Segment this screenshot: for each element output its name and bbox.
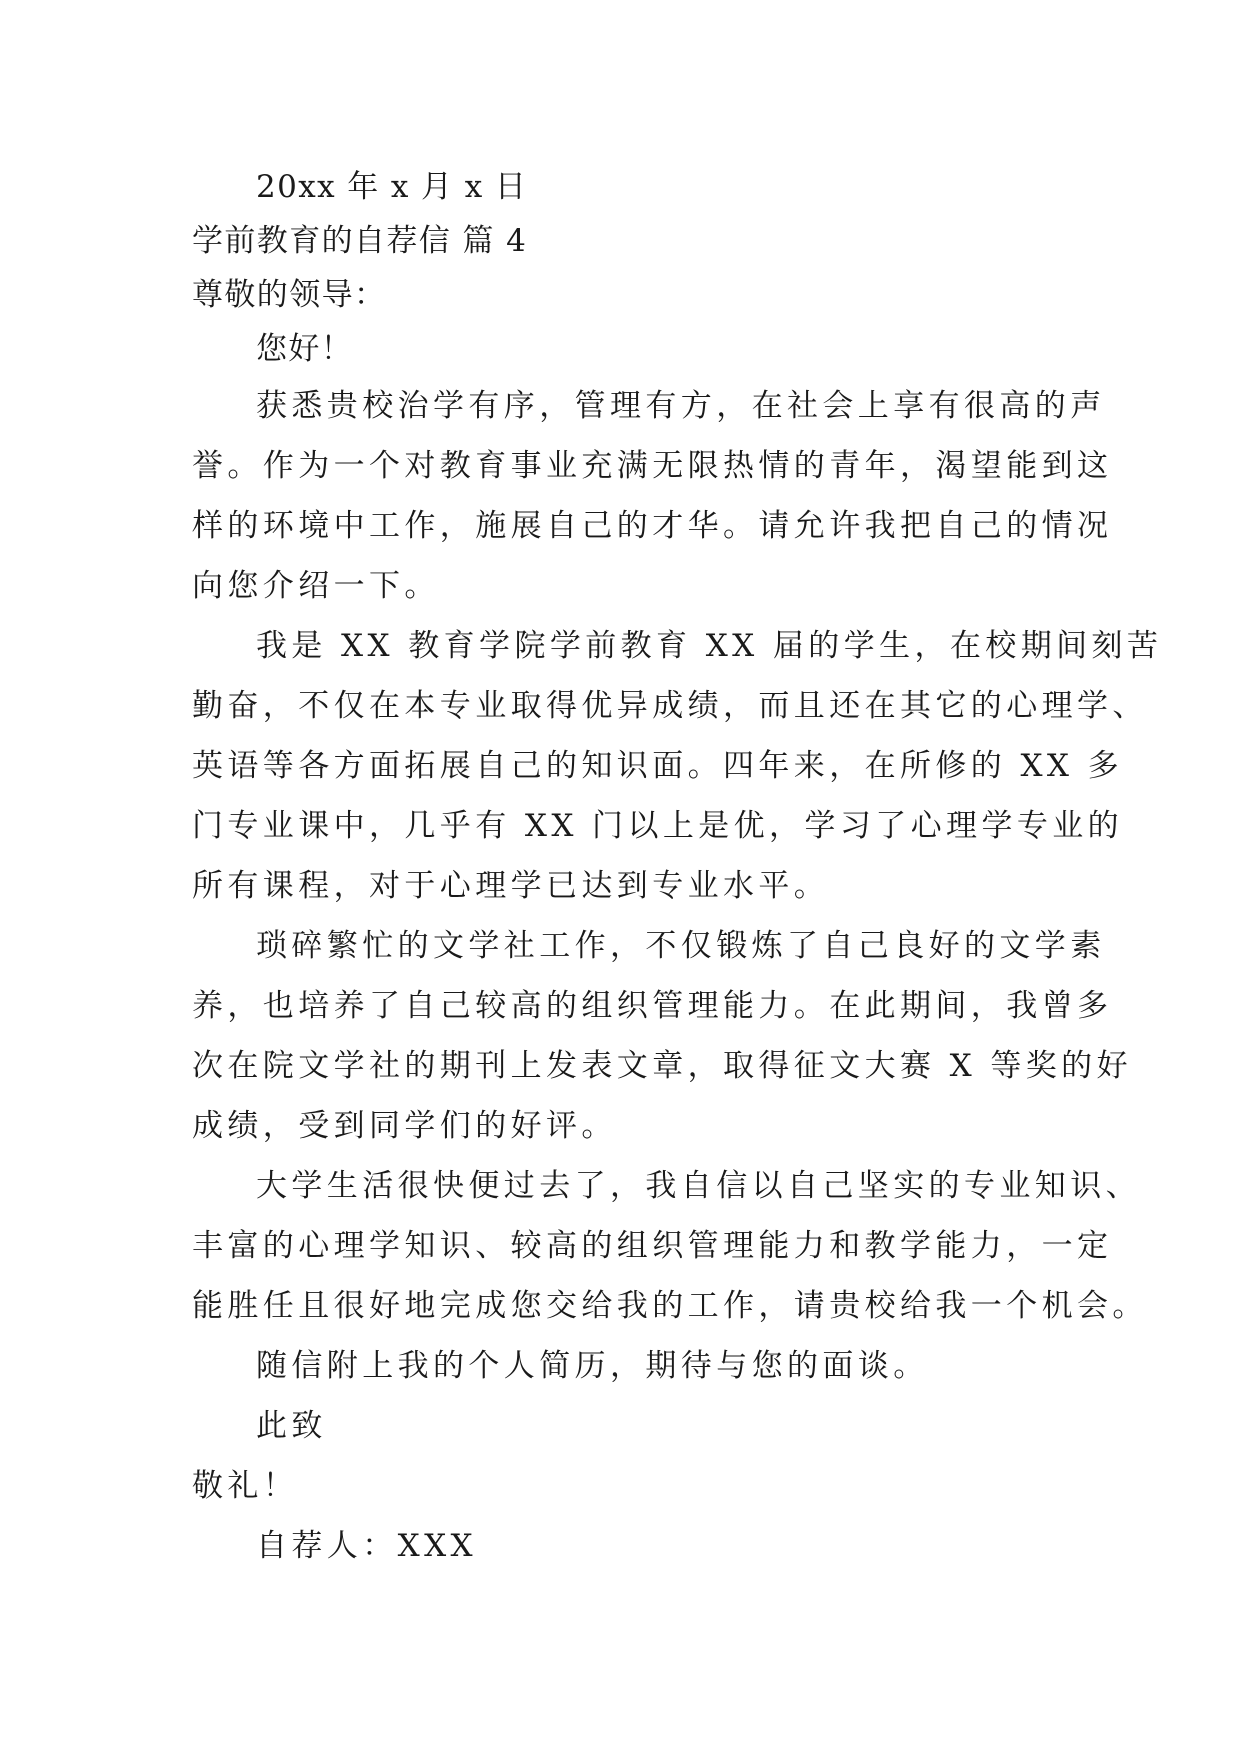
paragraph-line: 我是 XX 教育学院学前教育 XX 届的学生，在校期间刻苦 <box>256 628 1163 664</box>
paragraph-line: 获悉贵校治学有序，管理有方，在社会上享有很高的声 <box>256 388 1106 424</box>
date-line: 20xx 年 x 月 x 日 <box>256 169 528 205</box>
paragraph-line: 丰富的心理学知识、较高的组织管理能力和教学能力，一定 <box>192 1228 1113 1264</box>
paragraph-line: 英语等各方面拓展自己的知识面。四年来，在所修的 XX 多 <box>192 748 1124 784</box>
paragraph-line: 随信附上我的个人简历，期待与您的面谈。 <box>256 1348 929 1384</box>
paragraph-1 <box>192 376 1113 616</box>
paragraph-line: 成绩，受到同学们的好评。 <box>192 1108 617 1144</box>
paragraph-line: 大学生活很快便过去了，我自信以自己坚实的专业知识、 <box>256 1168 1141 1204</box>
paragraph-line: 能胜任且很好地完成您交给我的工作，请贵校给我一个机会。 <box>192 1288 1148 1324</box>
signature: 自荐人：XXX <box>256 1528 478 1564</box>
paragraph-line: 次在院文学社的期刊上发表文章，取得征文大赛 X 等奖的好 <box>192 1048 1132 1084</box>
paragraph-5 <box>192 1336 1054 1396</box>
paragraph-3 <box>192 916 1132 1156</box>
closing-ci-zhi: 此致 <box>256 1408 327 1444</box>
salutation: 尊敬的领导： <box>192 277 387 313</box>
paragraph-line: 誉。作为一个对教育事业充满无限热情的青年，渴望能到这 <box>192 448 1113 484</box>
paragraph-line: 所有课程，对于心理学已达到专业水平。 <box>192 868 830 904</box>
paragraph-line: 样的环境中工作，施展自己的才华。请允许我把自己的情况 <box>192 508 1113 544</box>
paragraph-line: 向您介绍一下。 <box>192 568 440 604</box>
section-title: 学前教育的自荐信 篇 4 <box>192 223 528 259</box>
paragraph-2 <box>192 616 1163 916</box>
paragraph-line: 门专业课中，几乎有 XX 门以上是优，学习了心理学专业的 <box>192 808 1124 844</box>
paragraph-line: 勤奋，不仅在本专业取得优异成绩，而且还在其它的心理学、 <box>192 688 1148 724</box>
closing-jing-li: 敬礼！ <box>192 1468 299 1504</box>
greeting: 您好！ <box>256 331 354 367</box>
paragraph-line: 养，也培养了自己较高的组织管理能力。在此期间，我曾多 <box>192 988 1113 1024</box>
letter-body <box>192 160 1163 1576</box>
paragraph-4 <box>192 1156 1148 1336</box>
paragraph-line: 琐碎繁忙的文学社工作，不仅锻炼了自己良好的文学素 <box>256 928 1106 964</box>
